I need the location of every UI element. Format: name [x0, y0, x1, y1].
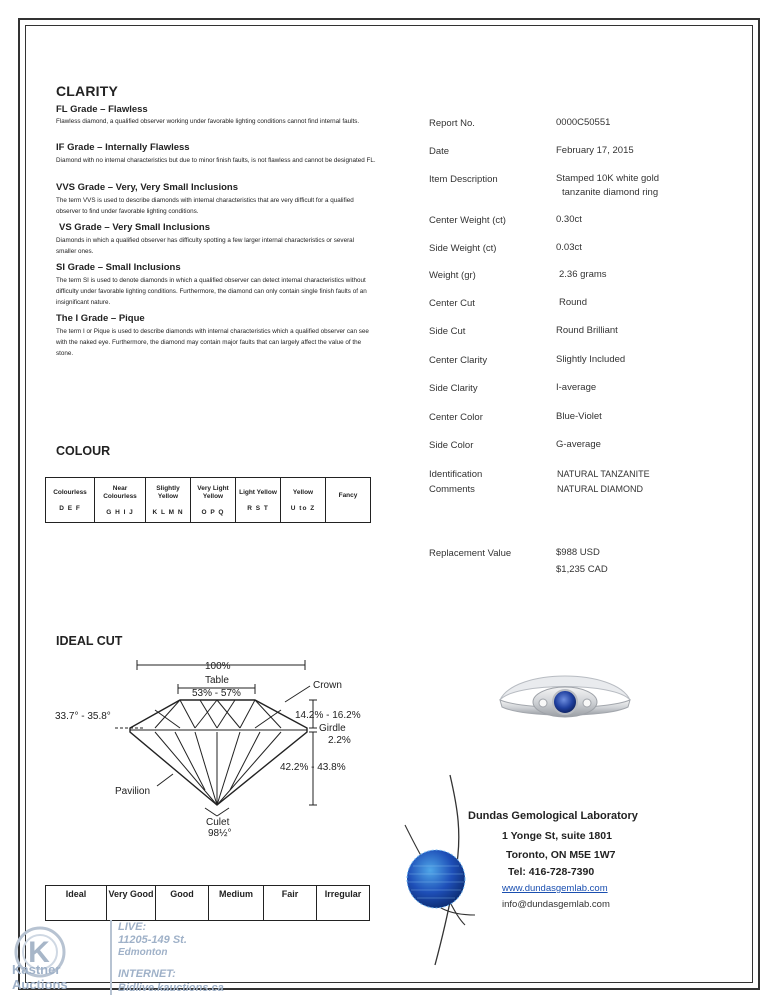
clarity-heading: CLARITY: [56, 83, 119, 99]
cut-grade-table: [45, 885, 370, 921]
colour-name: Fancy: [338, 492, 358, 499]
side-cut-value: Round Brilliant: [556, 325, 618, 336]
lab-address-line1: 1 Yonge St, suite 1801: [502, 830, 612, 842]
hologram-seal: [405, 848, 467, 910]
colour-name: Very Light Yellow: [197, 484, 229, 500]
cut-grade-cell: Irregular: [317, 886, 370, 921]
cut-grade-cell: Ideal: [46, 886, 107, 921]
culet-value-label: 98½°: [208, 828, 232, 839]
ideal-cut-heading: IDEAL CUT: [56, 634, 123, 648]
grade-text-si: The term SI is used to denote diamonds in which a qualified observer can detect internal characteristics without difficulty under favorable lighting conditions. Furthermore, the diamond can only contain single finish faults of an insignificant nature.: [56, 277, 367, 306]
colour-code: D E F: [59, 504, 81, 512]
lab-name: Dundas Gemological Laboratory: [468, 810, 638, 822]
cut-grade-cell: Good: [156, 886, 209, 921]
colour-name: Near Colourless: [103, 484, 137, 500]
grade-title-vs: VS Grade – Very Small Inclusions: [59, 222, 211, 233]
replacement-usd: $988 USD: [556, 547, 600, 558]
colour-code: K L M N: [152, 508, 184, 516]
item-description-value: Stamped 10K white gold: [556, 173, 659, 184]
item-description-label: Item Description: [429, 174, 498, 185]
girdle-value-label: 2.2%: [328, 735, 351, 746]
center-weight-label: Center Weight (ct): [429, 215, 506, 226]
culet-label: Culet: [206, 817, 230, 828]
watermark-internet-label: INTERNET:: [118, 968, 176, 980]
watermark-brand-1: Kastner: [12, 962, 61, 977]
center-cut-label: Center Cut: [429, 298, 475, 309]
side-weight-label: Side Weight (ct): [429, 243, 497, 254]
colour-cell: [95, 478, 146, 523]
center-clarity-value: Slightly Included: [556, 354, 626, 365]
center-cut-value: Round: [559, 297, 587, 308]
colour-name: Slightly Yellow: [156, 484, 180, 500]
date-value: February 17, 2015: [556, 145, 634, 156]
grade-text-if: Diamond with no internal characteristics but due to minor finish faults, is not flawless and cannot be designated FL.: [56, 157, 376, 164]
report-no-value: 0000C50551: [556, 117, 611, 128]
grade-text-i: The term I or Pique is used to describe diamonds with internal characteristics which a qualified observer can see with the naked eye. Furthermore, the diamond may contain major faults that can largely affect the value of the stone.: [56, 328, 369, 357]
colour-grade-table: [45, 477, 371, 523]
width-label: 100%: [205, 661, 231, 672]
replacement-cad: $1,235 CAD: [556, 564, 608, 575]
colour-heading: COLOUR: [56, 444, 111, 458]
grade-title-si: SI Grade – Small Inclusions: [56, 262, 181, 273]
grade-title-i: The I Grade – Pique: [56, 313, 145, 324]
diamond-cut-diagram: [45, 650, 385, 845]
grade-text-vs: Diamonds in which a qualified observer has difficulty spotting a few larger internal characteristics or several smaller ones.: [56, 237, 355, 255]
weight-gr-label: Weight (gr): [429, 270, 476, 281]
identification-value: NATURAL TANZANITE: [557, 469, 650, 479]
watermark-live-label: LIVE:: [118, 921, 147, 933]
side-weight-value: 0.03ct: [556, 242, 582, 253]
colour-cell: [281, 478, 326, 523]
colour-cell: [46, 478, 95, 523]
grade-title-vvs: VVS Grade – Very, Very Small Inclusions: [56, 182, 238, 193]
watermark-address: 11205-149 St.: [118, 934, 187, 946]
report-no-label: Report No.: [429, 118, 475, 129]
cut-grade-cell: Fair: [264, 886, 317, 921]
cut-grade-cell: Medium: [209, 886, 264, 921]
center-color-label: Center Color: [429, 412, 483, 423]
svg-text:K: K: [28, 936, 50, 969]
watermark-city: Edmonton: [118, 947, 168, 958]
crown-label: Crown: [313, 680, 342, 691]
comments-value: NATURAL DIAMOND: [557, 484, 644, 494]
side-color-value: G-average: [556, 439, 601, 450]
colour-code: U to Z: [290, 504, 316, 512]
side-cut-label: Side Cut: [429, 326, 466, 337]
lab-website-link[interactable]: www.dundasgemlab.com: [502, 883, 608, 894]
colour-cell: [146, 478, 191, 523]
watermark-internet-url: Bidlive.kauctions.ca: [118, 982, 224, 994]
table-label: Table: [205, 675, 229, 686]
grade-text-fl: Flawless diamond, a qualified observer working under favorable lighting conditions cannot find internal faults.: [56, 118, 360, 125]
table-range-label: 53% - 57%: [192, 688, 241, 699]
weight-gr-value: 2.36 grams: [559, 269, 607, 280]
center-clarity-label: Center Clarity: [429, 355, 488, 366]
crown-height-label: 14.2% - 16.2%: [295, 710, 361, 721]
replacement-value-label: Replacement Value: [429, 548, 512, 559]
side-color-label: Side Color: [429, 440, 474, 451]
colour-name: Colourless: [53, 488, 87, 496]
lab-phone: Tel: 416-728-7390: [508, 866, 595, 878]
pavilion-depth-label: 42.2% - 43.8%: [280, 762, 346, 773]
lab-address-line2: Toronto, ON M5E 1W7: [506, 849, 616, 861]
pavilion-label: Pavilion: [115, 786, 151, 797]
ring-photo: [495, 660, 635, 722]
colour-code: G H I J: [106, 508, 134, 516]
crown-angle-label: 33.7° - 35.8°: [55, 711, 111, 722]
comments-label: Comments: [429, 484, 475, 495]
grade-title-if: IF Grade – Internally Flawless: [56, 142, 190, 153]
watermark-brand-2: Auctions: [12, 977, 68, 992]
watermark-divider: [110, 920, 112, 995]
side-clarity-value: I-average: [556, 382, 597, 393]
colour-code: O P Q: [201, 508, 225, 516]
colour-cell: [191, 478, 236, 523]
girdle-label: Girdle: [319, 723, 346, 734]
grade-text-vvs: The term VVS is used to describe diamonds with internal characteristics that are very difficult for a qualified observer to find under favorable lighting conditions.: [56, 197, 354, 215]
cut-grade-cell: Very Good: [107, 886, 156, 921]
identification-label: Identification: [429, 469, 483, 480]
side-clarity-label: Side Clarity: [429, 383, 478, 394]
colour-cell: [236, 478, 281, 523]
grade-title-fl: FL Grade – Flawless: [56, 104, 148, 115]
colour-code: R S T: [247, 504, 269, 512]
lab-email: info@dundasgemlab.com: [502, 899, 610, 910]
date-label: Date: [429, 146, 450, 157]
colour-name: Yellow: [292, 488, 314, 496]
item-description-value-line2: tanzanite diamond ring: [562, 187, 659, 198]
colour-name: Light Yellow: [239, 488, 277, 496]
center-color-value: Blue-Violet: [556, 411, 602, 422]
colour-cell: [326, 478, 371, 523]
center-weight-value: 0.30ct: [556, 214, 582, 225]
